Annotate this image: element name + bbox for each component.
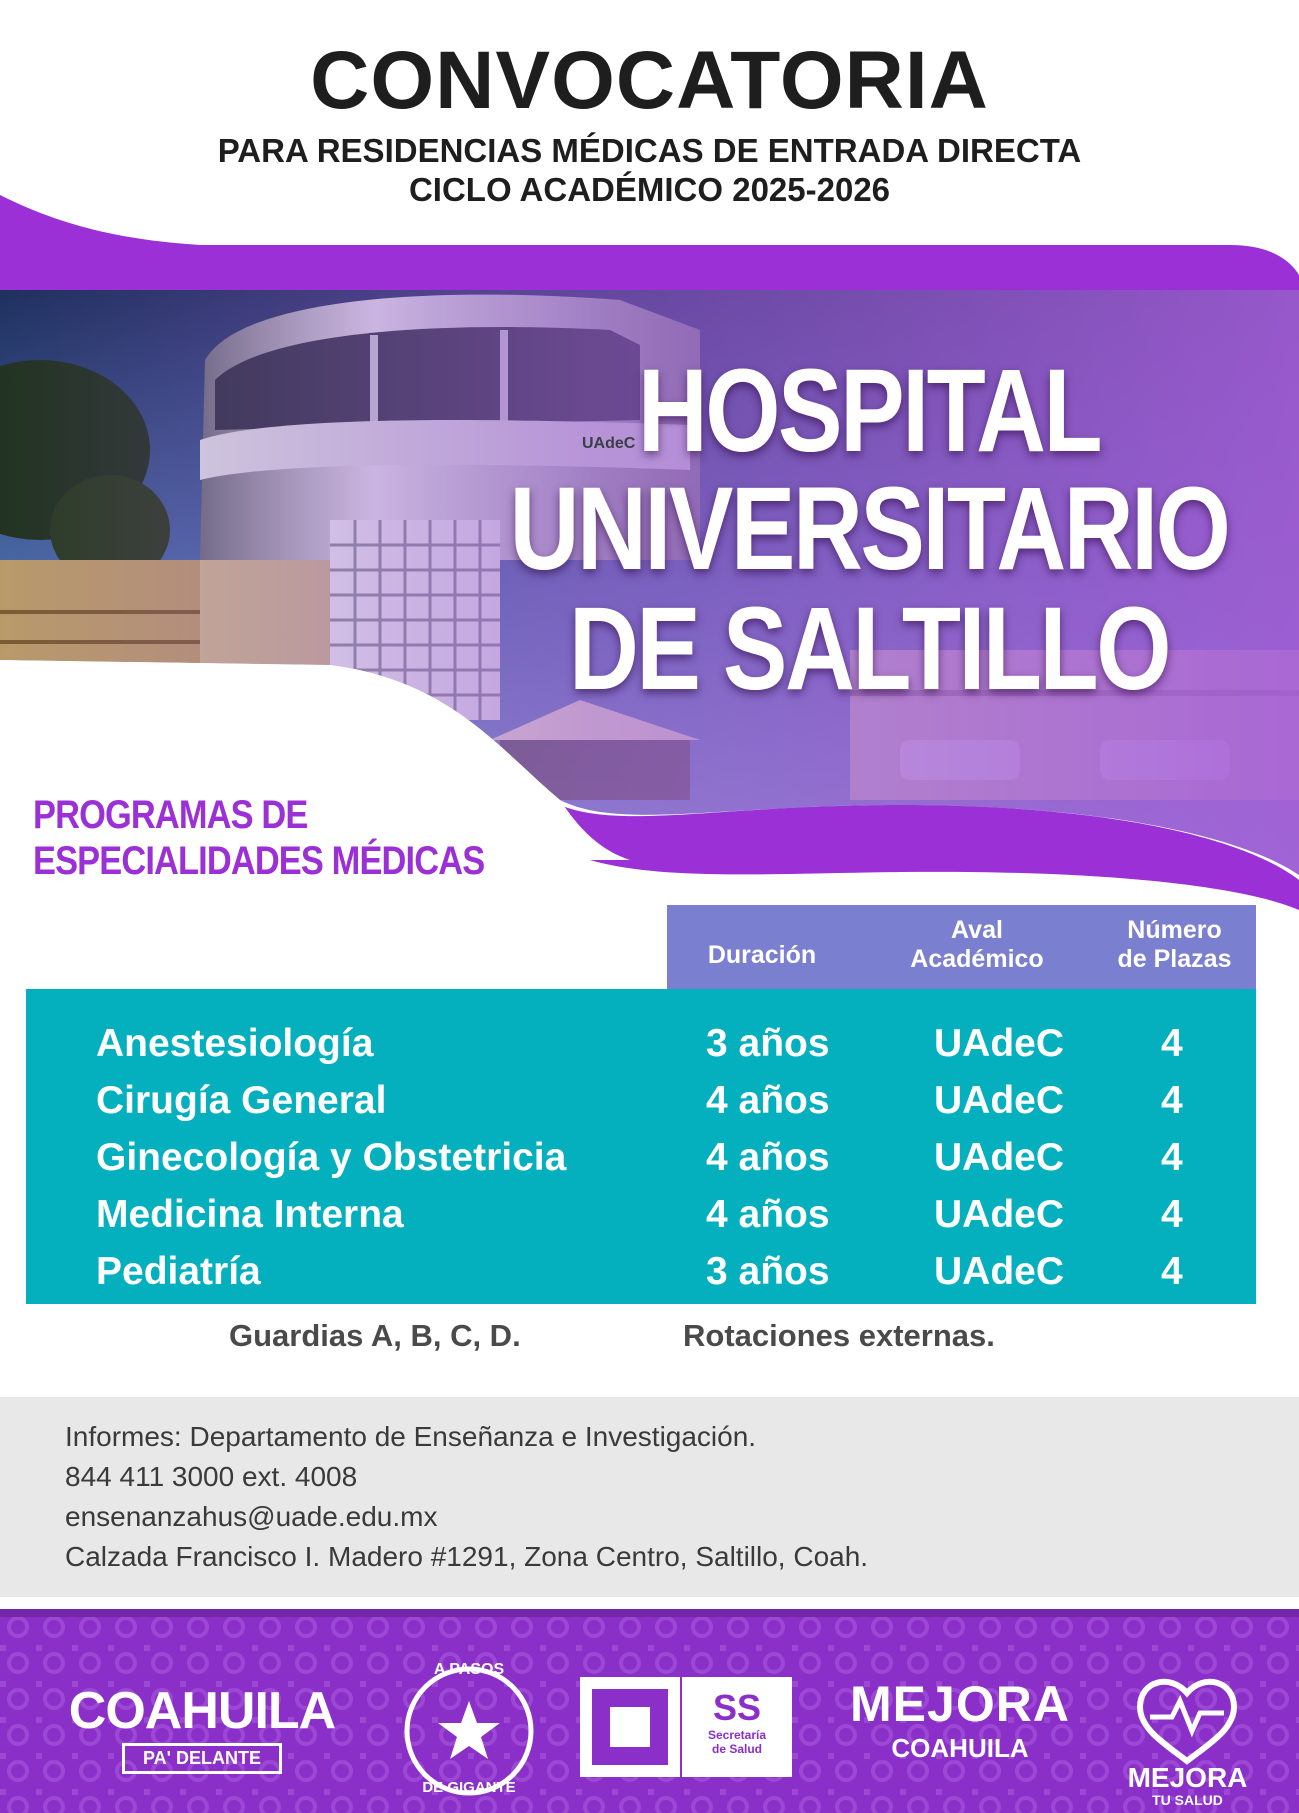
pasos-gigante-bottom: DE GIGANTE (422, 1779, 516, 1796)
mejora-subtext: COAHUILA (891, 1733, 1029, 1763)
section-title-line-1: PROGRAMAS DE (33, 793, 308, 837)
program-aval: UAdeC (934, 1250, 1065, 1293)
ss-text: SS (712, 1687, 762, 1728)
table-row (26, 1136, 1256, 1193)
table-row (26, 1079, 1256, 1136)
note-rotations: Rotaciones externas. (683, 1318, 995, 1353)
secretaria-salud-logo (682, 1687, 792, 1757)
mejora-salud-text: MEJORA (1127, 1762, 1248, 1793)
program-name: Ginecología y Obstetricia (96, 1136, 567, 1179)
program-places: 4 (1161, 1022, 1183, 1065)
info-email: ensenanzahus@uade.edu.mx (65, 1501, 438, 1532)
coahuila-logo (42, 1681, 362, 1774)
coahuila-logo-text: COAHUILA (68, 1682, 336, 1740)
program-places: 4 (1161, 1079, 1183, 1122)
info-department: Informes: Departamento de Enseñanza e Investigación. (65, 1421, 757, 1452)
program-places: 4 (1161, 1136, 1183, 1179)
program-name: Medicina Interna (96, 1193, 404, 1236)
table-row (26, 1193, 1256, 1250)
table-row (26, 1022, 1256, 1079)
mejora-coahuila-logo (840, 1676, 1080, 1764)
program-duration: 3 años (706, 1250, 830, 1293)
program-places: 4 (1161, 1193, 1183, 1236)
program-duration: 4 años (706, 1136, 830, 1179)
program-aval: UAdeC (934, 1136, 1065, 1179)
info-phone: 844 411 3000 ext. 4008 (65, 1461, 358, 1492)
section-title (33, 792, 484, 884)
header-aval (892, 916, 1062, 974)
program-name: Cirugía General (96, 1079, 387, 1122)
table-header (667, 905, 1256, 989)
ss-subtext-1: Secretaría (707, 1728, 767, 1742)
mejora-salud-logo (1110, 1764, 1265, 1808)
header-places-line-2: de Plazas (1117, 944, 1232, 973)
footer-logos (0, 1609, 1299, 1813)
contact-info (0, 1397, 1299, 1597)
ss-subtext-2: de Salud (711, 1741, 762, 1756)
header-places (1097, 916, 1252, 974)
pasos-gigante-top: A PASOS (433, 1661, 505, 1678)
section-title-line-2: ESPECIALIDADES MÉDICAS (33, 839, 485, 883)
subtitle-line-2: CICLO ACADÉMICO 2025-2026 (408, 171, 891, 208)
program-name: Pediatría (96, 1250, 261, 1293)
program-duration: 4 años (706, 1193, 830, 1236)
note-guards: Guardias A, B, C, D. (229, 1318, 521, 1353)
subtitle-line-1: PARA RESIDENCIAS MÉDICAS DE ENTRADA DIRECTA (217, 132, 1082, 169)
program-duration: 4 años (706, 1079, 830, 1122)
program-name: Anestesiología (96, 1022, 374, 1065)
building-sign: UAdeC (582, 435, 636, 452)
hospital-name-line-3: DE SALTILLO (568, 583, 1170, 715)
table-row (26, 1250, 1256, 1307)
programs-table (26, 989, 1256, 1304)
mejora-salud-subtext: TU SALUD (1152, 1792, 1223, 1808)
program-duration: 3 años (706, 1022, 830, 1065)
page-title: CONVOCATORIA (310, 35, 989, 126)
hospital-name-line-2: UNIVERSITARIO (509, 463, 1229, 595)
program-aval: UAdeC (934, 1079, 1065, 1122)
header-aval-line-2: Académico (910, 944, 1044, 973)
info-address: Calzada Francisco I. Madero #1291, Zona Centro, Saltillo, Coah. (65, 1541, 869, 1572)
program-places: 4 (1161, 1250, 1183, 1293)
hospital-name-line-1: HOSPITAL (637, 345, 1101, 477)
coahuila-logo-subtext: PA' DELANTE (122, 1743, 282, 1774)
header-places-line-1: Número (1127, 916, 1222, 944)
program-aval: UAdeC (934, 1022, 1065, 1065)
header-aval-line-1: Aval (951, 916, 1003, 944)
program-aval: UAdeC (934, 1193, 1065, 1236)
mejora-text: MEJORA (850, 1676, 1070, 1732)
header-duration: Duración (707, 941, 817, 969)
